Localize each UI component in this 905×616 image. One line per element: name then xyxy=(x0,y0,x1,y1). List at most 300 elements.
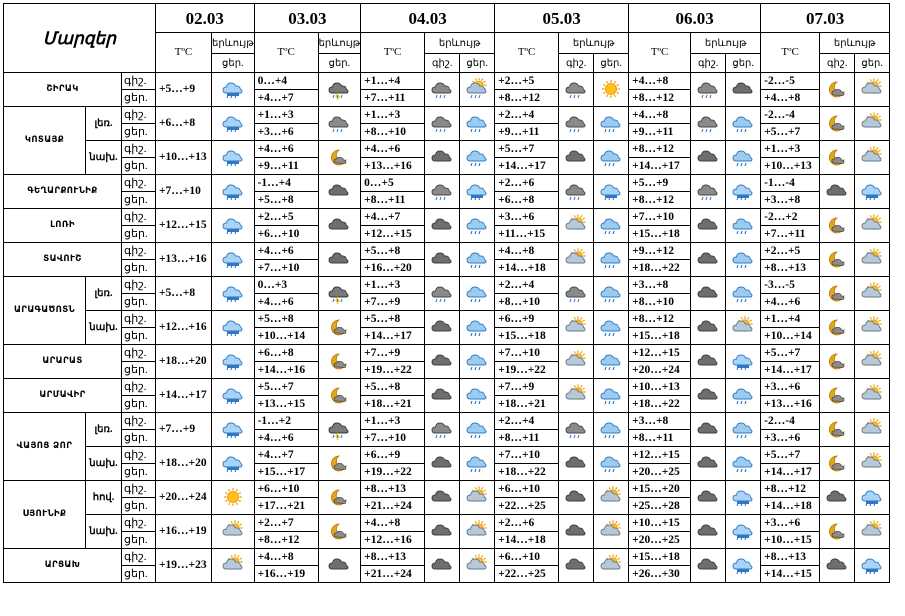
cloud-weather-icon xyxy=(318,175,361,209)
temperature-night: +1…+3 xyxy=(361,107,425,124)
day-subheader: ցեր. xyxy=(460,54,495,73)
temperature-day: +18…+22 xyxy=(495,464,559,481)
moon-weather-icon xyxy=(318,141,361,175)
rain-weather-icon xyxy=(726,243,761,277)
temperature-night: +6…+9 xyxy=(495,311,559,328)
weather-header: երևույթ xyxy=(820,33,890,54)
date-header-3: 05.03 xyxy=(495,4,629,33)
temperature-day: +20…+25 xyxy=(629,532,691,549)
suncloud-weather-icon xyxy=(855,277,890,311)
night-label: գիշ. xyxy=(122,175,156,192)
sun-weather-icon xyxy=(212,481,255,515)
snow-weather-icon xyxy=(212,447,255,481)
cloud-weather-icon xyxy=(559,141,594,175)
temperature-night: +2…+5 xyxy=(495,73,559,90)
temperature-night: +7…+9 xyxy=(361,345,425,362)
temperature-range: +7…+10 xyxy=(156,175,212,209)
table-row xyxy=(4,515,890,532)
cloudrain-weather-icon xyxy=(559,175,594,209)
suncloud-weather-icon xyxy=(594,515,629,549)
temperature-night: +12…+15 xyxy=(629,345,691,362)
temp-header: TºC xyxy=(761,33,820,73)
moon-weather-icon xyxy=(820,345,855,379)
temp-header: TºC xyxy=(629,33,691,73)
temperature-day: +8…+11 xyxy=(495,430,559,447)
temperature-night: +8…+12 xyxy=(761,481,820,498)
cloud-weather-icon xyxy=(691,209,726,243)
temperature-night: +4…+6 xyxy=(361,141,425,158)
night-label: գիշ. xyxy=(122,141,156,158)
moon-weather-icon xyxy=(820,413,855,447)
temperature-day: +8…+13 xyxy=(761,260,820,277)
temperature-night: +5…+9 xyxy=(629,175,691,192)
temperature-day: +8…+12 xyxy=(495,90,559,107)
temperature-night: +3…+6 xyxy=(495,209,559,226)
temperature-day: +16…+19 xyxy=(254,566,318,583)
suncloud-weather-icon xyxy=(855,73,890,107)
snow-weather-icon xyxy=(212,73,255,107)
night-label: գիշ. xyxy=(122,73,156,90)
table-row xyxy=(4,447,890,464)
temperature-day: +5…+7 xyxy=(761,124,820,141)
storm-weather-icon xyxy=(318,413,361,447)
rain-weather-icon xyxy=(460,447,495,481)
cloud-weather-icon xyxy=(425,447,460,481)
table-row xyxy=(4,413,890,430)
temperature-day: +6…+10 xyxy=(254,226,318,243)
temperature-range: +19…+23 xyxy=(156,549,212,583)
temperature-night: +5…+8 xyxy=(254,311,318,328)
temperature-night: +6…+8 xyxy=(254,345,318,362)
suncloud-weather-icon xyxy=(559,209,594,243)
temperature-night: +4…+6 xyxy=(254,141,318,158)
region-name: ՏԱՎՈՒՇ xyxy=(4,243,122,277)
temperature-night: +1…+4 xyxy=(361,73,425,90)
cloudrain-weather-icon xyxy=(425,107,460,141)
cloudrain-weather-icon xyxy=(559,277,594,311)
temperature-night: +5…+7 xyxy=(495,141,559,158)
moon-weather-icon xyxy=(820,447,855,481)
temperature-day: +8…+11 xyxy=(629,430,691,447)
day-label: ցեր. xyxy=(122,158,156,175)
day-label: ցեր. xyxy=(122,124,156,141)
temperature-night: +6…+10 xyxy=(495,481,559,498)
temperature-day: +4…+6 xyxy=(254,430,318,447)
temperature-night: +5…+8 xyxy=(361,243,425,260)
temperature-day: +15…+18 xyxy=(629,328,691,345)
temperature-day: +3…+6 xyxy=(761,430,820,447)
temperature-day: +19…+22 xyxy=(495,362,559,379)
temperature-night: +6…+9 xyxy=(361,447,425,464)
rain-weather-icon xyxy=(726,141,761,175)
rain-weather-icon xyxy=(460,107,495,141)
temperature-range: +6…+8 xyxy=(156,107,212,141)
day-label: ցեր. xyxy=(122,260,156,277)
cloudrain-weather-icon xyxy=(425,73,460,107)
day-label: ցեր. xyxy=(122,328,156,345)
suncloud-weather-icon xyxy=(855,209,890,243)
storm-weather-icon xyxy=(318,277,361,311)
rain-weather-icon xyxy=(594,311,629,345)
temperature-range: +5…+9 xyxy=(156,73,212,107)
temperature-night: +8…+12 xyxy=(629,141,691,158)
suncloud-weather-icon xyxy=(855,345,890,379)
temperature-day: +9…+11 xyxy=(629,124,691,141)
day-subheader: ցեր. xyxy=(726,54,761,73)
table-row xyxy=(4,277,890,294)
temperature-day: +4…+8 xyxy=(761,90,820,107)
temperature-night: +3…+8 xyxy=(629,277,691,294)
temperature-day: +15…+18 xyxy=(629,226,691,243)
night-label: գիշ. xyxy=(122,277,156,294)
temperature-night: -3…-5 xyxy=(761,277,820,294)
temperature-day: +8…+11 xyxy=(361,192,425,209)
region-name: ՍՅՈՒՆԻՔ xyxy=(4,481,86,549)
snow-weather-icon xyxy=(212,175,255,209)
temperature-day: +14…+15 xyxy=(761,566,820,583)
temperature-night: +1…+3 xyxy=(761,141,820,158)
temperature-night: +2…+6 xyxy=(495,515,559,532)
temperature-night: +1…+3 xyxy=(361,277,425,294)
temperature-night: +7…+10 xyxy=(629,209,691,226)
cloudrain-weather-icon xyxy=(691,175,726,209)
night-subheader: գիշ. xyxy=(820,54,855,73)
night-label: գիշ. xyxy=(122,107,156,124)
temperature-day: +4…+6 xyxy=(254,294,318,311)
temperature-day: +8…+10 xyxy=(361,124,425,141)
moon-weather-icon xyxy=(820,379,855,413)
suncloud-weather-icon xyxy=(855,413,890,447)
rain-weather-icon xyxy=(594,243,629,277)
temperature-day: +7…+10 xyxy=(361,430,425,447)
temperature-day: +9…+11 xyxy=(495,124,559,141)
temperature-day: +14…+16 xyxy=(254,362,318,379)
weather-header: երևույթ xyxy=(212,33,255,54)
temperature-night: +4…+8 xyxy=(254,549,318,566)
temperature-day: +9…+11 xyxy=(254,158,318,175)
temperature-night: 0…+4 xyxy=(254,73,318,90)
temperature-day: +18…+21 xyxy=(361,396,425,413)
cloud-weather-icon xyxy=(691,549,726,583)
snow-weather-icon xyxy=(460,175,495,209)
temperature-day: +26…+30 xyxy=(629,566,691,583)
temperature-night: +2…+4 xyxy=(495,277,559,294)
temperature-day: +14…+17 xyxy=(761,464,820,481)
cloud-weather-icon xyxy=(691,447,726,481)
cloudrain-weather-icon xyxy=(425,413,460,447)
subregion-label: նախ. xyxy=(86,515,122,549)
cloud-weather-icon xyxy=(318,243,361,277)
rain-weather-icon xyxy=(460,243,495,277)
suncloud-weather-icon xyxy=(594,481,629,515)
snow-weather-icon xyxy=(212,345,255,379)
temp-header: TºC xyxy=(254,33,318,73)
snow-weather-icon xyxy=(855,549,890,583)
sun-weather-icon xyxy=(594,73,629,107)
snow-weather-icon xyxy=(594,175,629,209)
moon-weather-icon xyxy=(318,481,361,515)
day-label: ցեր. xyxy=(122,532,156,549)
temperature-night: +5…+8 xyxy=(361,379,425,396)
temperature-day: +20…+25 xyxy=(629,464,691,481)
cloud-weather-icon xyxy=(691,413,726,447)
snow-weather-icon xyxy=(855,175,890,209)
temperature-night: +1…+3 xyxy=(254,107,318,124)
temperature-night: -1…+4 xyxy=(254,175,318,192)
table-row xyxy=(4,481,890,498)
table-row xyxy=(4,549,890,566)
cloud-weather-icon xyxy=(691,481,726,515)
night-subheader: գիշ. xyxy=(559,54,594,73)
temperature-range: +14…+17 xyxy=(156,379,212,413)
suncloud-weather-icon xyxy=(855,515,890,549)
cloud-weather-icon xyxy=(820,481,855,515)
region-name: ՎԱՅՈՑ ՁՈՐ xyxy=(4,413,86,481)
temperature-day: +18…+22 xyxy=(629,260,691,277)
temperature-day: +16…+20 xyxy=(361,260,425,277)
temperature-day: +7…+11 xyxy=(761,226,820,243)
moon-weather-icon xyxy=(820,515,855,549)
storm-weather-icon xyxy=(318,73,361,107)
weather-header: երևույթ xyxy=(559,33,629,54)
temperature-day: +12…+15 xyxy=(361,226,425,243)
suncloud-weather-icon xyxy=(855,243,890,277)
temperature-night: +7…+10 xyxy=(495,447,559,464)
suncloud-weather-icon xyxy=(559,345,594,379)
subregion-label: նախ. xyxy=(86,141,122,175)
rain-weather-icon xyxy=(726,379,761,413)
temperature-day: +4…+6 xyxy=(761,294,820,311)
day-label: ցեր. xyxy=(122,430,156,447)
night-label: գիշ. xyxy=(122,549,156,566)
temperature-day: +12…+16 xyxy=(361,532,425,549)
cloudrain-weather-icon xyxy=(318,107,361,141)
night-label: գիշ. xyxy=(122,311,156,328)
rain-weather-icon xyxy=(594,209,629,243)
temperature-day: +20…+24 xyxy=(629,362,691,379)
temperature-day: +15…+18 xyxy=(495,328,559,345)
moon-weather-icon xyxy=(318,311,361,345)
temperature-night: 0…+5 xyxy=(361,175,425,192)
temperature-day: +8…+10 xyxy=(629,294,691,311)
rain-weather-icon xyxy=(460,345,495,379)
table-row xyxy=(4,209,890,226)
subregion-label: նախ. xyxy=(86,447,122,481)
snow-weather-icon xyxy=(212,141,255,175)
table-title: Մարզեր xyxy=(4,4,156,73)
temperature-night: +2…+5 xyxy=(761,243,820,260)
cloudrain-weather-icon xyxy=(559,107,594,141)
temperature-day: +4…+7 xyxy=(254,90,318,107)
moon-weather-icon xyxy=(820,209,855,243)
temperature-night: +8…+13 xyxy=(361,481,425,498)
rain-weather-icon xyxy=(594,447,629,481)
temperature-night: +3…+6 xyxy=(761,515,820,532)
temperature-night: +10…+13 xyxy=(629,379,691,396)
temperature-day: +15…+17 xyxy=(254,464,318,481)
temperature-night: +6…+10 xyxy=(254,481,318,498)
cloud-weather-icon xyxy=(425,243,460,277)
temperature-day: +6…+8 xyxy=(495,192,559,209)
moon-weather-icon xyxy=(820,73,855,107)
cloud-weather-icon xyxy=(425,141,460,175)
temperature-day: +3…+6 xyxy=(254,124,318,141)
temperature-night: +8…+13 xyxy=(361,549,425,566)
temperature-night: +4…+8 xyxy=(495,243,559,260)
date-header-5: 07.03 xyxy=(761,4,890,33)
cloud-weather-icon xyxy=(691,379,726,413)
temperature-range: +10…+13 xyxy=(156,141,212,175)
temperature-day: +21…+24 xyxy=(361,566,425,583)
table-row xyxy=(4,73,890,90)
moon-weather-icon xyxy=(820,141,855,175)
temperature-range: +13…+16 xyxy=(156,243,212,277)
temperature-day: +21…+24 xyxy=(361,498,425,515)
night-label: գիշ. xyxy=(122,379,156,396)
temperature-night: -2…+2 xyxy=(761,209,820,226)
day-label: ցեր. xyxy=(122,464,156,481)
temperature-night: +7…+10 xyxy=(495,345,559,362)
night-label: գիշ. xyxy=(122,345,156,362)
temperature-night: 0…+3 xyxy=(254,277,318,294)
temperature-day: +10…+13 xyxy=(761,158,820,175)
temperature-night: +5…+7 xyxy=(761,447,820,464)
table-row xyxy=(4,107,890,124)
snow-weather-icon xyxy=(212,107,255,141)
temperature-night: +2…+7 xyxy=(254,515,318,532)
cloudrain-weather-icon xyxy=(691,73,726,107)
rain-weather-icon xyxy=(726,277,761,311)
cloud-weather-icon xyxy=(425,481,460,515)
rain-weather-icon xyxy=(726,413,761,447)
suncloud-weather-icon xyxy=(559,379,594,413)
temperature-night: +3…+6 xyxy=(761,379,820,396)
temperature-night: +2…+6 xyxy=(495,175,559,192)
table-row xyxy=(4,175,890,192)
rain-weather-icon xyxy=(726,447,761,481)
temperature-night: +8…+12 xyxy=(629,311,691,328)
region-name: ՇԻՐԱԿ xyxy=(4,73,122,107)
cloud-weather-icon xyxy=(559,549,594,583)
temperature-day: +13…+16 xyxy=(761,396,820,413)
region-name: ԱՐՑԱԽ xyxy=(4,549,122,583)
suncloud-weather-icon xyxy=(855,311,890,345)
temperature-night: -2…-5 xyxy=(761,73,820,90)
table-row xyxy=(4,345,890,362)
night-label: գիշ. xyxy=(122,447,156,464)
suncloud-weather-icon xyxy=(460,515,495,549)
snow-weather-icon xyxy=(855,481,890,515)
temperature-night: +15…+18 xyxy=(629,549,691,566)
day-subheader: ցեր. xyxy=(594,54,629,73)
cloud-weather-icon xyxy=(425,379,460,413)
snow-weather-icon xyxy=(726,481,761,515)
temperature-day: +14…+17 xyxy=(761,362,820,379)
rain-weather-icon xyxy=(594,379,629,413)
temperature-night: +8…+13 xyxy=(761,549,820,566)
region-name: ԱՐՄԱՎԻՐ xyxy=(4,379,122,413)
region-name: ԳԵՂԱՐՔՈՒՆԻՔ xyxy=(4,175,122,209)
temperature-day: +13…+16 xyxy=(361,158,425,175)
snow-weather-icon xyxy=(726,175,761,209)
temperature-day: +13…+15 xyxy=(254,396,318,413)
moon-weather-icon xyxy=(820,277,855,311)
day-subheader: ցեր. xyxy=(318,54,361,73)
cloud-weather-icon xyxy=(425,549,460,583)
temperature-day: +17…+21 xyxy=(254,498,318,515)
moon-weather-icon xyxy=(820,311,855,345)
subregion-label: լեռ. xyxy=(86,277,122,311)
temperature-day: +25…+28 xyxy=(629,498,691,515)
day-subheader: ցեր. xyxy=(855,54,890,73)
temperature-night: +1…+4 xyxy=(761,311,820,328)
snow-weather-icon xyxy=(212,277,255,311)
subregion-label: լեռ. xyxy=(86,413,122,447)
cloud-weather-icon xyxy=(820,549,855,583)
cloud-weather-icon xyxy=(691,345,726,379)
suncloud-weather-icon xyxy=(855,379,890,413)
suncloud-weather-icon xyxy=(726,311,761,345)
temperature-day: +7…+11 xyxy=(361,90,425,107)
temperature-night: +5…+7 xyxy=(761,345,820,362)
rain-weather-icon xyxy=(460,311,495,345)
temperature-night: +4…+6 xyxy=(254,243,318,260)
table-row xyxy=(4,379,890,396)
temperature-day: +7…+10 xyxy=(254,260,318,277)
day-subheader: ցեր. xyxy=(212,54,255,73)
date-header-1: 03.03 xyxy=(254,4,361,33)
temperature-range: +7…+9 xyxy=(156,413,212,447)
rain-weather-icon xyxy=(460,141,495,175)
sunrain-weather-icon xyxy=(460,73,495,107)
rain-weather-icon xyxy=(594,277,629,311)
temperature-day: +8…+12 xyxy=(629,90,691,107)
temperature-night: +4…+8 xyxy=(361,515,425,532)
rain-weather-icon xyxy=(460,413,495,447)
temperature-night: -1…-4 xyxy=(761,175,820,192)
cloud-weather-icon xyxy=(691,277,726,311)
suncloud-weather-icon xyxy=(559,311,594,345)
temp-header: TºC xyxy=(495,33,559,73)
cloud-weather-icon xyxy=(425,311,460,345)
table-row xyxy=(4,311,890,328)
temperature-night: +6…+10 xyxy=(495,549,559,566)
rain-weather-icon xyxy=(460,379,495,413)
day-label: ցեր. xyxy=(122,566,156,583)
rain-weather-icon xyxy=(460,277,495,311)
cloud-weather-icon xyxy=(726,73,761,107)
night-label: գիշ. xyxy=(122,481,156,498)
table-row xyxy=(4,243,890,260)
snow-weather-icon xyxy=(212,379,255,413)
temperature-night: +4…+8 xyxy=(629,107,691,124)
temperature-range: +12…+15 xyxy=(156,209,212,243)
temperature-night: +7…+9 xyxy=(495,379,559,396)
region-name: ԱՐԱՐԱՏ xyxy=(4,345,122,379)
temperature-night: +15…+20 xyxy=(629,481,691,498)
suncloud-weather-icon xyxy=(594,549,629,583)
temperature-day: +10…+15 xyxy=(761,532,820,549)
temperature-night: +1…+3 xyxy=(361,413,425,430)
rain-weather-icon xyxy=(594,107,629,141)
temperature-night: +2…+4 xyxy=(495,413,559,430)
temperature-night: +2…+4 xyxy=(495,107,559,124)
night-label: գիշ. xyxy=(122,413,156,430)
day-label: ցեր. xyxy=(122,294,156,311)
night-label: գիշ. xyxy=(122,209,156,226)
rain-weather-icon xyxy=(460,209,495,243)
suncloud-weather-icon xyxy=(855,447,890,481)
